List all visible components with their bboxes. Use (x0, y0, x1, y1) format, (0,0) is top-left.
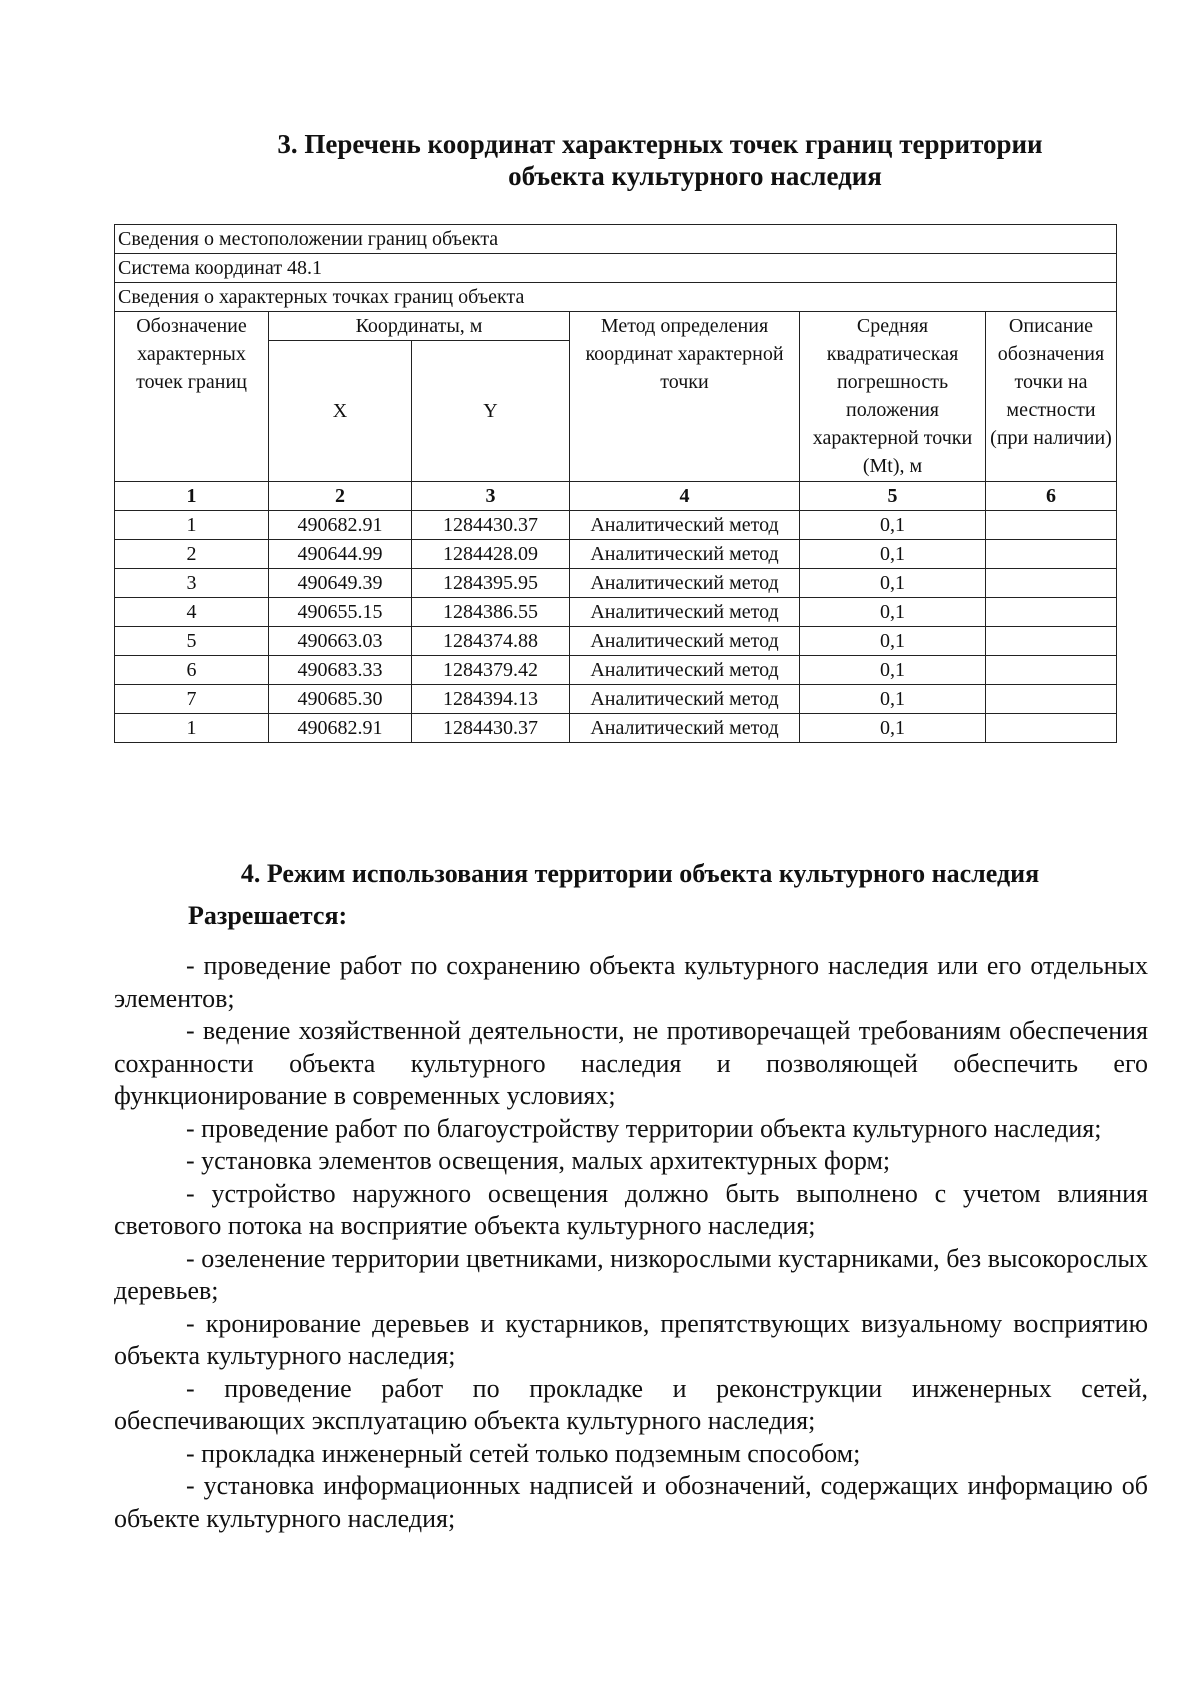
cell-point: 3 (115, 569, 269, 598)
cell-error: 0,1 (800, 540, 986, 569)
cell-method: Аналитический метод (570, 685, 800, 714)
table-row (115, 511, 1117, 540)
cell-error: 0,1 (800, 656, 986, 685)
cell-x: 490649.39 (269, 569, 412, 598)
table-row (115, 540, 1117, 569)
cell-desc (986, 569, 1117, 598)
cell-point: 2 (115, 540, 269, 569)
cell-method: Аналитический метод (570, 569, 800, 598)
cell-point: 4 (115, 598, 269, 627)
list-item: - кронирование деревьев и кустарников, препятствующих визуальному восприятию объекта культурного наследия; (114, 1308, 1148, 1370)
cell-desc (986, 714, 1117, 743)
column-number: 3 (412, 482, 570, 511)
list-item: - проведение работ по благоустройству территории объекта культурного наследия; (186, 1113, 1102, 1143)
cell-y: 1284386.55 (412, 598, 570, 627)
header-error: Средняя квадратическая погрешность положения характерной точки (Mt), м (800, 312, 986, 482)
cell-y: 1284428.09 (412, 540, 570, 569)
cell-desc (986, 685, 1117, 714)
cell-y: 1284395.95 (412, 569, 570, 598)
column-number: 5 (800, 482, 986, 511)
cell-x: 490685.30 (269, 685, 412, 714)
table-row (115, 627, 1117, 656)
cell-method: Аналитический метод (570, 511, 800, 540)
table-row (115, 598, 1117, 627)
cell-y: 1284430.37 (412, 511, 570, 540)
cell-desc (986, 540, 1117, 569)
cell-point: 6 (115, 656, 269, 685)
list-item: элементов; (114, 983, 235, 1013)
cell-desc (986, 627, 1117, 656)
cell-point: 1 (115, 714, 269, 743)
cell-error: 0,1 (800, 598, 986, 627)
location-info-cell: Сведения о местоположении границ объекта (115, 225, 1117, 254)
cell-y: 1284394.13 (412, 685, 570, 714)
cell-method: Аналитический метод (570, 627, 800, 656)
list-item: - устройство наружного освещения должно быть выполнено с учетом влияния светового потока на восприятие объекта культурного наследия; (114, 1178, 1148, 1240)
coord-system-cell: Система координат 48.1 (115, 254, 1117, 283)
header-x: X (269, 341, 412, 482)
cell-method: Аналитический метод (570, 714, 800, 743)
header-y: Y (412, 341, 570, 482)
cell-point: 1 (115, 511, 269, 540)
cell-error: 0,1 (800, 569, 986, 598)
cell-y: 1284374.88 (412, 627, 570, 656)
section3-title-line2: объекта культурного наследия (508, 161, 882, 191)
cell-desc (986, 656, 1117, 685)
cell-y: 1284430.37 (412, 714, 570, 743)
cell-desc (986, 511, 1117, 540)
cell-error: 0,1 (800, 685, 986, 714)
cell-x: 490682.91 (269, 714, 412, 743)
header-coordinates: Координаты, м (269, 312, 570, 341)
cell-method: Аналитический метод (570, 540, 800, 569)
cell-point: 7 (115, 685, 269, 714)
allowed-list (114, 950, 1148, 1535)
list-item: - озеленение территории цветниками, низкорослыми кустарниками, без высокорослых деревьев; (114, 1243, 1148, 1305)
list-item: - проведение работ по сохранению объекта культурного наследия или его отдельных (186, 951, 1148, 980)
table-row (115, 569, 1117, 598)
header-method: Метод определения координат характерной точки (570, 312, 800, 482)
cell-x: 490663.03 (269, 627, 412, 656)
table-row (115, 685, 1117, 714)
cell-y: 1284379.42 (412, 656, 570, 685)
cell-x: 490644.99 (269, 540, 412, 569)
section3-title-line1: 3. Перечень координат характерных точек границ территории (277, 129, 1043, 159)
list-item: - установка информационных надписей и обозначений, содержащих информацию об объекте культурного наследия; (114, 1471, 1148, 1533)
cell-point: 5 (115, 627, 269, 656)
cell-error: 0,1 (800, 714, 986, 743)
allowed-heading: Разрешается: (188, 901, 348, 930)
header-designation: Обозначение характерных точек границ (115, 312, 269, 482)
cell-error: 0,1 (800, 627, 986, 656)
list-item: - прокладка инженерный сетей только подземным способом; (186, 1438, 861, 1468)
column-number: 1 (115, 482, 269, 511)
section4-title: 4. Режим использования территории объекта культурного наследия (240, 859, 1040, 888)
cell-x: 490682.91 (269, 511, 412, 540)
cell-method: Аналитический метод (570, 598, 800, 627)
coordinates-table (114, 224, 1117, 743)
cell-x: 490683.33 (269, 656, 412, 685)
table-row (115, 656, 1117, 685)
points-info-cell: Сведения о характерных точках границ объекта (115, 283, 1117, 312)
column-number: 6 (986, 482, 1117, 511)
column-number: 4 (570, 482, 800, 511)
section3-title (150, 128, 1170, 192)
cell-x: 490655.15 (269, 598, 412, 627)
cell-error: 0,1 (800, 511, 986, 540)
column-number: 2 (269, 482, 412, 511)
cell-method: Аналитический метод (570, 656, 800, 685)
list-item: - установка элементов освещения, малых архитектурных форм; (186, 1146, 891, 1175)
list-item: - ведение хозяйственной деятельности, не противоречащей требованиям обеспечения сохранности объекта культурного наследия и позволяющей обеспечить его функционирование в современных условиях; (114, 1016, 1148, 1110)
table-row (115, 714, 1117, 743)
list-item: - проведение работ по прокладке и реконструкции инженерных сетей, обеспечивающих эксплуатацию объекта культурного наследия; (114, 1373, 1148, 1435)
cell-desc (986, 598, 1117, 627)
header-description: Описание обозначения точки на местности (при наличии) (986, 312, 1117, 482)
